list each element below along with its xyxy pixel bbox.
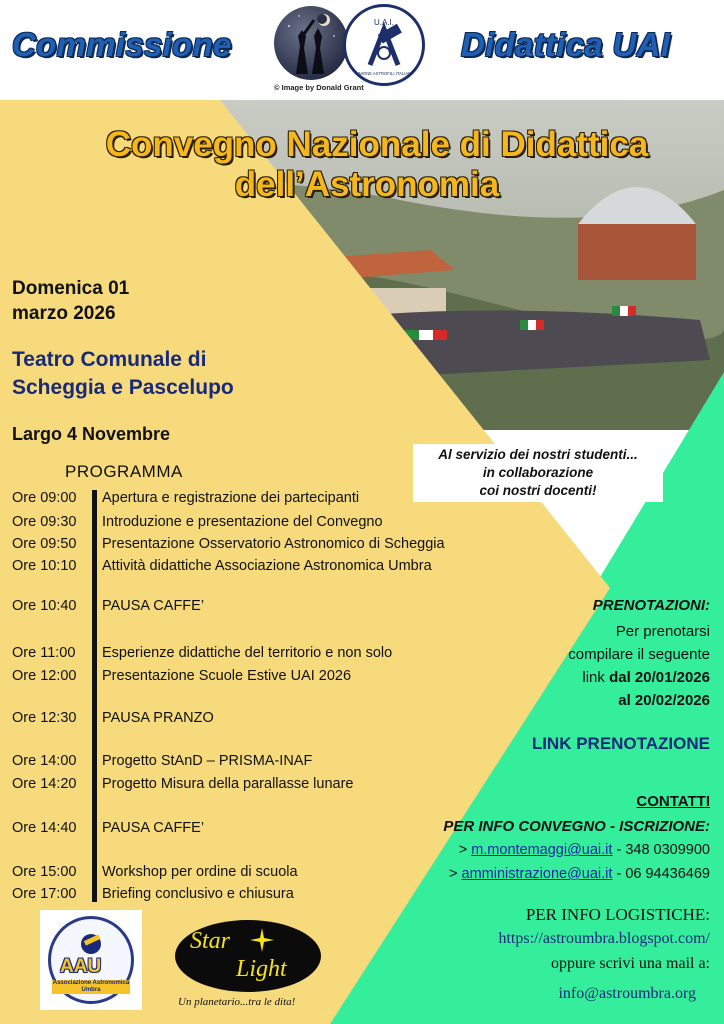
programme-time: Ore 17:00: [12, 886, 77, 902]
programme-row: [12, 490, 359, 506]
programme-row: [12, 710, 214, 726]
programme-title: PROGRAMMA: [65, 462, 183, 481]
contact-phone-2: - 06 94436469: [612, 866, 710, 882]
motto-line3: coi nostri docenti!: [479, 483, 597, 498]
event-title-line2: dell’Astronomia: [234, 165, 500, 204]
image-credit: © Image by Donald Grant: [274, 83, 364, 92]
programme-desc: Introduzione e presentazione del Convegno: [102, 514, 383, 530]
booking-date-from: dal 20/01/2026: [609, 669, 710, 686]
contact-email-1[interactable]: m.montemaggi@uai.it: [471, 842, 613, 858]
uai-logo: [343, 4, 425, 86]
aau-logo: [40, 910, 142, 1010]
star-icon: [250, 928, 274, 952]
motto: [413, 444, 663, 502]
booking-link[interactable]: LINK PRENOTAZIONE: [531, 734, 710, 753]
contacts-title: CONTATTI: [636, 793, 710, 810]
starlight-word-2: Light: [236, 956, 287, 982]
contact-phone-1: - 348 0309900: [612, 842, 710, 858]
contacts-info-label: [443, 818, 710, 835]
starlight-word-1: Star: [190, 928, 231, 954]
booking-line2: compilare il seguente: [568, 646, 710, 663]
logistics-url[interactable]: https://astroumbra.blogspot.com/: [498, 930, 710, 947]
event-date-line2: marzo 2026: [12, 303, 116, 324]
event-street: Largo 4 Novembre: [12, 424, 171, 444]
header-left-title: Commissione: [12, 26, 232, 63]
programme-desc: Presentazione Osservatorio Astronomico di Scheggia: [102, 536, 445, 552]
motto-line1: Al servizio dei nostri studenti...: [438, 447, 638, 462]
programme-desc: Apertura e registrazione dei partecipanti: [102, 490, 360, 506]
contact-prefix: >: [449, 866, 462, 882]
event-venue: [12, 346, 332, 402]
emblem-photo: [274, 6, 348, 80]
programme-row: [12, 820, 204, 836]
contact-line-2: [449, 866, 710, 882]
event-title-line1: Convegno Nazionale di Didattica: [105, 125, 649, 164]
programme-time: Ore 11:00: [12, 645, 76, 661]
booking-line3: [510, 666, 710, 689]
programme-time: Ore 10:10: [12, 558, 77, 574]
programme-time: Ore 12:00: [12, 668, 77, 684]
header-right-title: Didattica UAI: [461, 26, 671, 63]
programme-time: Ore 14:40: [12, 820, 77, 836]
programme-desc: Briefing conclusivo e chiusura: [102, 886, 294, 902]
programme-desc: Esperienze didattiche del territorio e non solo: [102, 645, 393, 661]
contact-line-1: [459, 842, 710, 858]
logistics-title: PER INFO LOGISTICHE:: [525, 905, 710, 924]
programme-desc: Progetto Misura della parallasse lunare: [102, 776, 354, 792]
contacts-info-text: PER INFO CONVEGNO - ISCRIZIONE: [443, 818, 705, 835]
programme-row: [12, 598, 204, 614]
starlight-tagline: Un planetario...tra le dita!: [178, 996, 296, 1008]
programme-time: Ore 15:00: [12, 864, 77, 880]
programme-time: Ore 14:20: [12, 776, 77, 792]
booking-title: PRENOTAZIONI:: [592, 597, 710, 614]
event-date-line1: Domenica 01: [12, 278, 130, 299]
programme-row: [12, 514, 383, 530]
event-venue-line1: Teatro Comunale di: [12, 348, 207, 371]
programme-time: Ore 09:30: [12, 514, 77, 530]
programme-row: [12, 886, 294, 902]
event-venue-line2: Scheggia e Pascelupo: [12, 376, 234, 399]
programme-desc: Workshop per ordine di scuola: [102, 864, 298, 880]
booking-line1: Per prenotarsi: [615, 623, 710, 640]
programme-row: [12, 864, 298, 880]
booking-line3-prefix: link: [582, 669, 610, 686]
programme-time: Ore 12:30: [12, 710, 77, 726]
programme-row: [12, 668, 351, 684]
programme-time: Ore 09:50: [12, 536, 77, 552]
programme-desc: Presentazione Scuole Estive UAI 2026: [102, 668, 352, 684]
programme-row: [12, 753, 312, 769]
contacts-info-colon: :: [705, 818, 710, 835]
logistics-alt: oppure scrivi una mail a:: [550, 955, 710, 972]
event-date: [12, 276, 212, 326]
aau-logo-full: Associazione Astronomica Umbra: [52, 980, 130, 993]
contact-prefix: >: [458, 842, 472, 858]
programme-desc: Attività didattiche Associazione Astronomica Umbra: [102, 558, 432, 574]
booking-line4: [510, 689, 710, 712]
programme-row: [12, 645, 392, 661]
programme-desc: PAUSA CAFFE’: [102, 820, 205, 836]
programme-desc: PAUSA CAFFE’: [102, 598, 205, 614]
uai-logo-text: U.A.I.: [373, 18, 395, 27]
programme-desc: PAUSA PRANZO: [102, 710, 214, 726]
booking-date-to: al 20/02/2026: [618, 692, 710, 709]
motto-line2: in collaborazione: [482, 465, 594, 480]
programme-time: Ore 10:40: [12, 598, 77, 614]
contact-email-2[interactable]: amministrazione@uai.it: [461, 866, 613, 882]
programme-desc: Progetto StAnD – PRISMA-INAF: [102, 753, 313, 769]
programme-time: Ore 14:00: [12, 753, 77, 769]
programme-row: [12, 536, 445, 552]
uai-logo-subtext: UNIONE ASTROFILI ITALIANI: [355, 71, 413, 76]
booking-body: [510, 620, 710, 712]
programme-time: Ore 09:00: [12, 490, 77, 506]
telescope-icon: [74, 930, 108, 958]
programme-row: [12, 776, 353, 792]
logistics-email[interactable]: info@astroumbra.org: [558, 985, 696, 1002]
aau-logo-short: AAU: [60, 956, 102, 977]
programme-row: [12, 558, 432, 574]
